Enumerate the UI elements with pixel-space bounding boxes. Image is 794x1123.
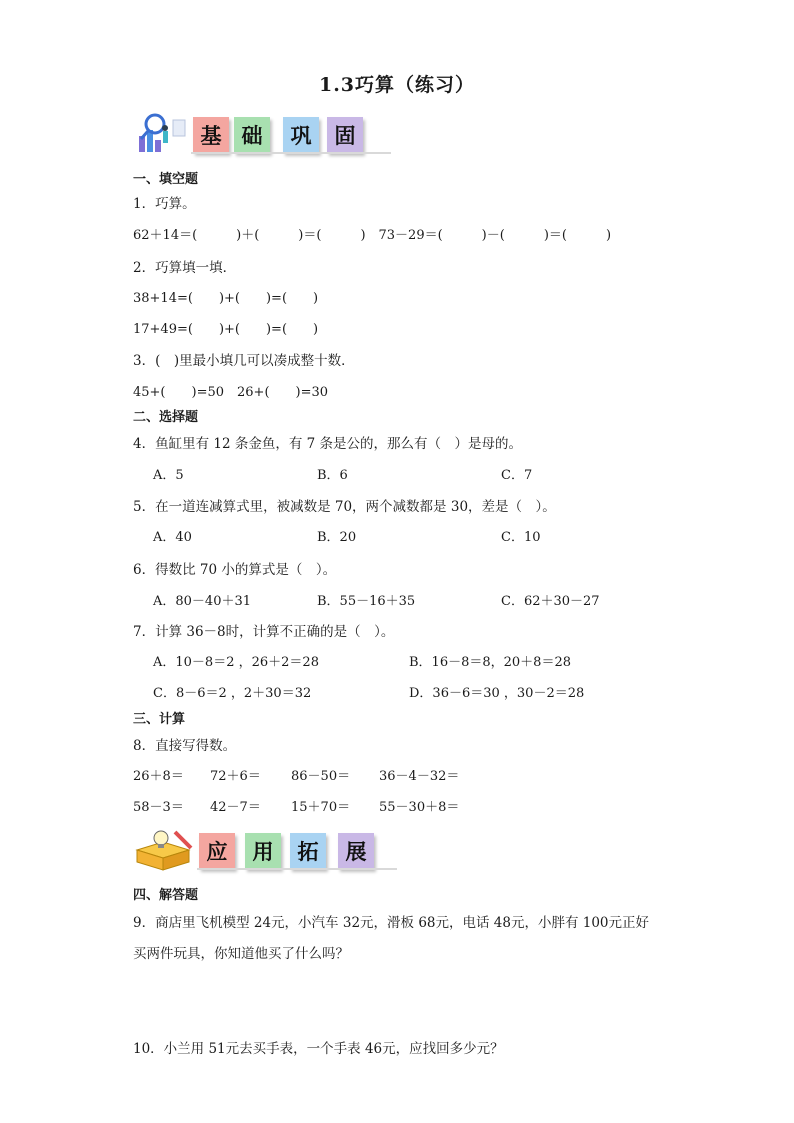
magnifier-chart-icon — [133, 112, 189, 156]
q8-r2-c2: 42－7＝ — [210, 800, 261, 815]
q6-option-c: C．62＋30－27 — [501, 594, 600, 609]
q8-r1-c1: 26＋8＝ — [133, 769, 184, 784]
banner1-underline — [191, 152, 391, 154]
q10-text: 10．小兰用 51元去买手表，一个手表 46元，应找回多少元？ — [133, 1041, 504, 1057]
banner2-tile-2: 用 — [245, 833, 281, 869]
q7-option-c: C．8－6＝2 ，2＋30＝32 — [153, 686, 312, 701]
section-fill-blank: 一、填空题 — [133, 172, 199, 187]
q4-text: 4．鱼缸里有 12 条金鱼，有 7 条是公的，那么有（ ）是母的。 — [133, 436, 523, 452]
q4-option-c: C．7 — [501, 468, 533, 483]
q8-r1-c4: 36－4－32＝ — [379, 769, 460, 784]
q5-text: 5．在一道连减算式里，被减数是 70，两个减数都是 30，差是（ ）。 — [133, 499, 556, 515]
q8-r1-c3: 86－50＝ — [291, 769, 351, 784]
q9-line1: 9．商店里飞机模型 24元，小汽车 32元，滑板 68元，电话 48元，小胖有 100元正好 — [133, 915, 650, 931]
q4-option-a: A．5 — [153, 468, 184, 483]
banner1-tile-4: 固 — [327, 117, 363, 153]
q8-r2-c3: 15＋70＝ — [291, 800, 351, 815]
q5-option-b: B．20 — [317, 530, 357, 545]
q7-option-b: B．16－8＝8，20＋8＝28 — [409, 655, 571, 670]
q2-line1: 38+14=( )+( )=( ) — [133, 291, 319, 306]
q1-text: 1．巧算。 — [133, 196, 196, 212]
banner2-tile-3: 拓 — [290, 833, 326, 869]
banner2-underline — [197, 868, 397, 870]
q6-option-a: A．80－40＋31 — [153, 594, 252, 609]
banner1-tile-2: 础 — [234, 117, 270, 153]
banner2-tile-4: 展 — [338, 833, 374, 869]
section-calculation: 三、计算 — [133, 712, 186, 727]
q8-r1-c2: 72＋6＝ — [210, 769, 261, 784]
q7-option-a: A．10－8＝2 ，26＋2＝28 — [153, 655, 319, 670]
q2-text: 2．巧算填一填． — [133, 260, 237, 276]
q2-line2: 17+49=( )+( )=( ) — [133, 322, 319, 337]
q5-option-a: A．40 — [153, 530, 192, 545]
q1-line1: 62＋14＝( )＋( )＝( ) 73－29＝( )－( )＝( ) — [133, 228, 612, 243]
lightbulb-box-icon — [133, 828, 195, 872]
banner1-tile-1: 基 — [193, 117, 229, 153]
page-title: 1.3巧算（练习） — [318, 74, 476, 96]
section-word-problems: 四、解答题 — [133, 888, 199, 903]
banner2-tile-1: 应 — [199, 833, 235, 869]
banner1-tile-3: 巩 — [283, 117, 319, 153]
q6-text: 6．得数比 70 小的算式是（ ）。 — [133, 562, 337, 578]
q3-line1: 45+( )=50 26+( )=30 — [133, 385, 329, 400]
q5-option-c: C．10 — [501, 530, 541, 545]
section-multiple-choice: 二、选择题 — [133, 410, 199, 425]
banner-basic-consolidation — [133, 112, 393, 156]
q9-line2: 买两件玩具，你知道他买了什么吗？ — [133, 946, 349, 962]
q7-option-d: D．36－6＝30 ，30－2＝28 — [409, 686, 585, 701]
q7-text: 7．计算 36－8时，计算不正确的是（ ）。 — [133, 624, 395, 640]
q8-text: 8．直接写得数。 — [133, 738, 237, 754]
q8-r2-c1: 58－3＝ — [133, 800, 184, 815]
q4-option-b: B．6 — [317, 468, 348, 483]
q3-text: 3．( )里最小填几可以凑成整十数． — [133, 353, 355, 369]
q6-option-b: B．55－16＋35 — [317, 594, 416, 609]
q8-r2-c4: 55－30＋8＝ — [379, 800, 460, 815]
